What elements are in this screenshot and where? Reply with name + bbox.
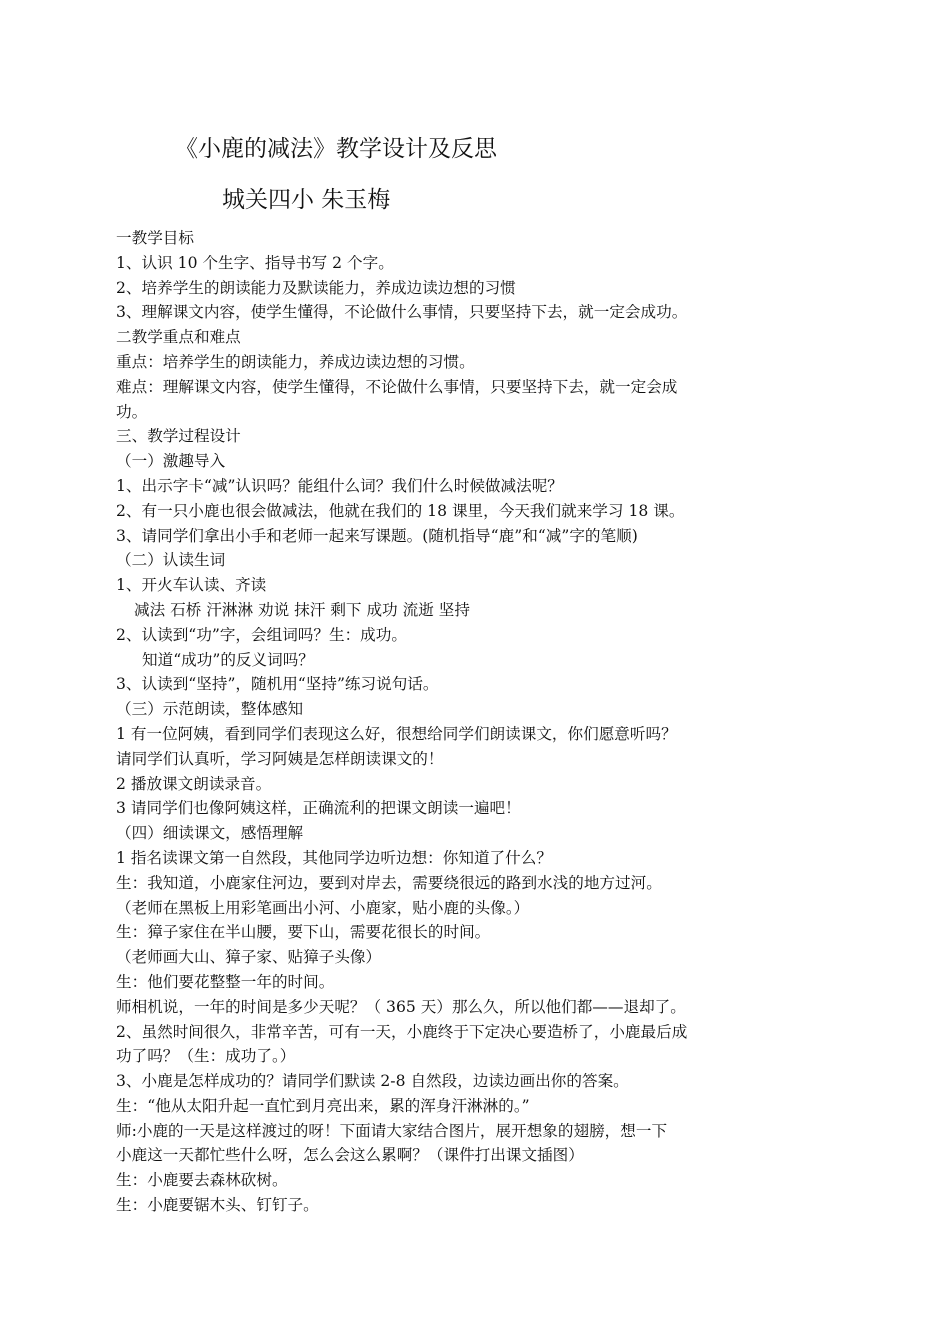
document-body bbox=[116, 226, 846, 1218]
body-line: 三、教学过程设计 bbox=[116, 427, 241, 446]
body-line: 2、虽然时间很久，非常辛苦，可有一天，小鹿终于下定决心要造桥了，小鹿最后成 bbox=[116, 1022, 688, 1041]
body-line: （四）细读课文，感悟理解 bbox=[116, 824, 304, 843]
body-line: 难点：理解课文内容，使学生懂得，不论做什么事情，只要坚持下去，就一定会成 bbox=[116, 377, 678, 396]
body-line: 1、开火车认读、齐读 bbox=[116, 576, 267, 595]
body-line: （一）激趣导入 bbox=[116, 452, 226, 471]
body-line: （二）认读生词 bbox=[116, 551, 226, 570]
body-line: 生：“他从太阳升起一直忙到月亮出来，累的浑身汗淋淋的。” bbox=[116, 1096, 530, 1115]
body-line: 请同学们认真听，学习阿姨是怎样朗读课文的！ bbox=[116, 749, 444, 768]
body-line: 生：他们要花整整一年的时间。 bbox=[116, 972, 335, 991]
body-line: （三）示范朗读，整体感知 bbox=[116, 700, 304, 719]
body-line: 师:小鹿的一天是这样渡过的呀！下面请大家结合图片，展开想象的翅膀，想一下 bbox=[116, 1121, 668, 1140]
body-line: 1 有一位阿姨，看到同学们表现这么好，很想给同学们朗读课文，你们愿意听吗？ bbox=[116, 724, 677, 743]
body-line: 生：小鹿要锯木头、钉钉子。 bbox=[116, 1196, 319, 1215]
body-line: 2、培养学生的朗读能力及默读能力，养成边读边想的习惯 bbox=[116, 278, 516, 297]
body-line: （老师画大山、獐子家、贴獐子头像） bbox=[116, 948, 382, 967]
body-line: 生：我知道，小鹿家住河边，要到对岸去，需要绕很远的路到水浅的地方过河。 bbox=[116, 873, 662, 892]
body-line: （老师在黑板上用彩笔画出小河、小鹿家，贴小鹿的头像。） bbox=[116, 898, 530, 917]
body-line: 3 请同学们也像阿姨这样，正确流利的把课文朗读一遍吧！ bbox=[116, 799, 521, 818]
body-line: 2、有一只小鹿也很会做减法，他就在我们的 18 课里，今天我们就来学习 18 课。 bbox=[116, 501, 685, 520]
body-line: 2 播放课文朗读录音。 bbox=[116, 774, 272, 793]
body-line: 2、认读到“功”字，会组词吗？生：成功。 bbox=[116, 625, 407, 644]
document-title: 《小鹿的减法》教学设计及反思 bbox=[175, 136, 497, 162]
body-line: 3、请同学们拿出小手和老师一起来写课题。(随机指导“鹿”和“减”字的笔顺) bbox=[116, 526, 638, 545]
body-line: 3、小鹿是怎样成功的？请同学们默读 2-8 自然段，边读边画出你的答案。 bbox=[116, 1072, 629, 1091]
body-line: 师相机说，一年的时间是多少天呢？（ 365 天）那么久，所以他们都——退却了。 bbox=[116, 997, 686, 1016]
body-line: 二教学重点和难点 bbox=[116, 328, 241, 347]
body-line: 生：小鹿要去森林砍树。 bbox=[116, 1171, 288, 1190]
body-line: 生：獐子家住在半山腰，要下山，需要花很长的时间。 bbox=[116, 923, 491, 942]
body-line: 一教学目标 bbox=[116, 229, 194, 247]
body-line: 知道“成功”的反义词吗？ bbox=[142, 650, 314, 669]
body-line: 1、认识 10 个生字、指导书写 2 个字。 bbox=[116, 253, 394, 272]
body-line: 功。 bbox=[116, 402, 148, 421]
body-line: 重点：培养学生的朗读能力，养成边读边想的习惯。 bbox=[116, 352, 475, 371]
body-line: 3、理解课文内容，使学生懂得，不论做什么事情，只要坚持下去，就一定会成功。 bbox=[116, 303, 688, 322]
document-author: 城关四小 朱玉梅 bbox=[222, 187, 391, 213]
body-line: 3、认读到“坚持”，随机用“坚持”练习说句话。 bbox=[116, 675, 439, 694]
body-line: 1 指名读课文第一自然段，其他同学边听边想：你知道了什么？ bbox=[116, 848, 552, 867]
body-line: 小鹿这一天都忙些什么呀，怎么会这么累啊？（课件打出课文插图） bbox=[116, 1146, 584, 1165]
body-line: 功了吗？（生：成功了。） bbox=[116, 1047, 296, 1066]
body-line: 1、出示字卡“减”认识吗？能组什么词？我们什么时候做减法呢？ bbox=[116, 476, 563, 495]
body-line: 减法 石桥 汗淋淋 劝说 抹汗 剩下 成功 流逝 坚持 bbox=[134, 600, 470, 619]
